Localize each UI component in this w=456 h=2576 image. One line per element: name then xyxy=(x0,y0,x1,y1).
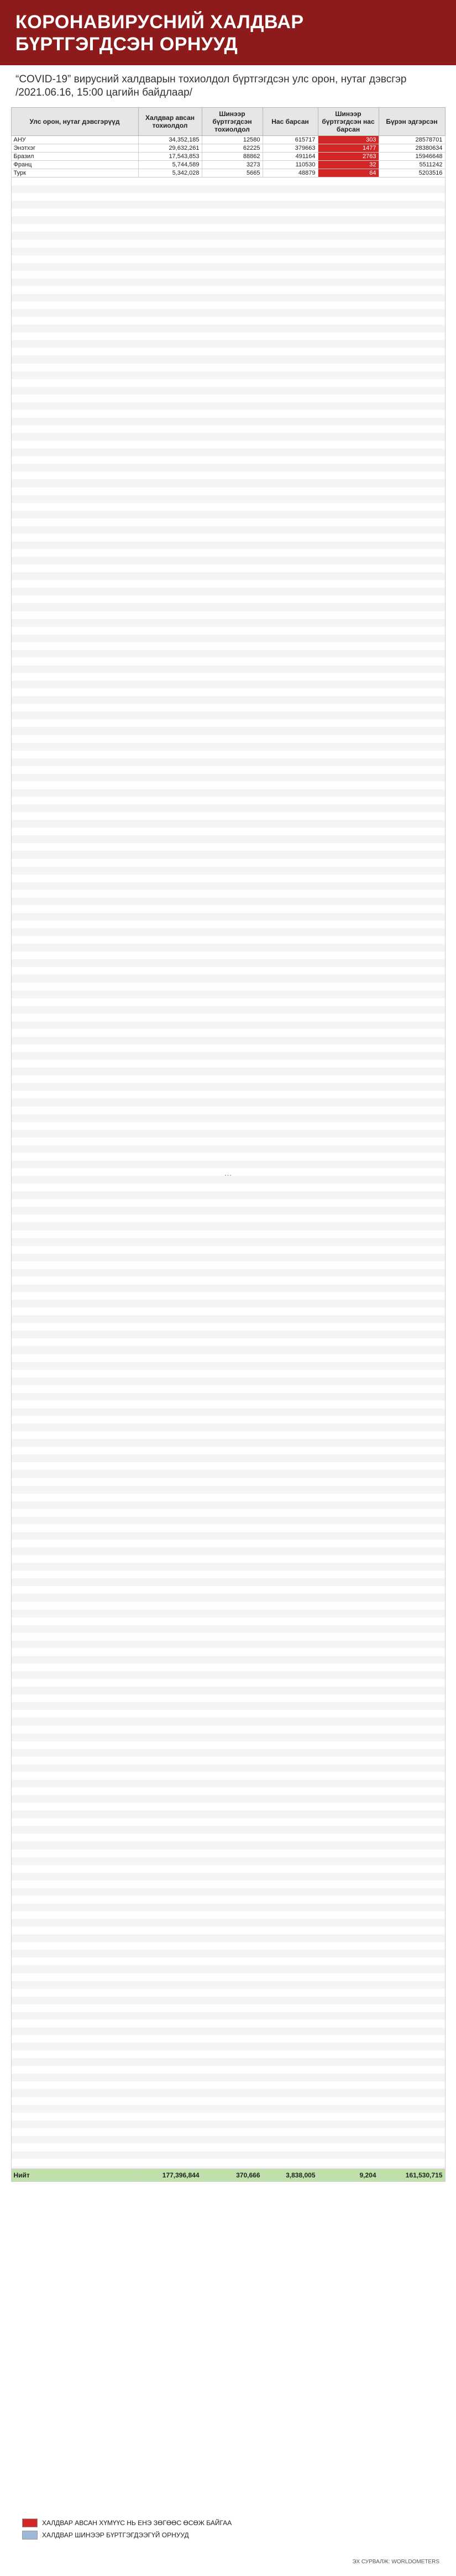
cases-value: 5,342,028 xyxy=(138,169,202,177)
deaths-value: 48879 xyxy=(263,169,318,177)
legend-swatch-red xyxy=(22,2519,38,2527)
deaths-value: 379663 xyxy=(263,144,318,153)
recovered-value: 28578701 xyxy=(379,136,445,144)
legend-item-red xyxy=(22,2519,232,2527)
page-subtitle: “COVID-19” вирусний халдварын тохиолдол бүртгэгдсэн улс орон, нутаг дэвсгэр /2021.06.16, 15:00 цагийн байдлаар/ xyxy=(15,74,407,98)
new-deaths-value: 303 xyxy=(318,136,379,144)
legend xyxy=(22,2515,232,2543)
country-name: Энэтхэг xyxy=(11,144,138,153)
page-title: КОРОНАВИРУСНИЙ ХАЛДВАР БҮРТГЭГДСЭН ОРНУУД xyxy=(15,12,304,55)
total-label: Нийт xyxy=(11,2169,138,2182)
column-header-cases: Халдвар авсан тохиолдол xyxy=(138,108,202,136)
legend-item-blue xyxy=(22,2531,232,2540)
new-cases-value: 88862 xyxy=(202,153,263,161)
table-row xyxy=(11,169,445,177)
cases-value: 29,632,261 xyxy=(138,144,202,153)
new-deaths-value: 32 xyxy=(318,161,379,169)
column-header-new-cases: Шинээр бүртгэгдсэн тохиолдол xyxy=(202,108,263,136)
deaths-value: 491164 xyxy=(263,153,318,161)
legend-label-blue: ХАЛДВАР ШИНЭЭР БҮРТГЭГДЭЭГҮЙ ОРНУУД xyxy=(42,2531,189,2539)
table-row xyxy=(11,144,445,153)
table-row xyxy=(11,136,445,144)
legend-label-red: ХАЛДВАР АВСАН ХҮМҮҮС НЬ ЕНЭ ЗӨГӨӨС ӨСӨЖ БАЙГАА xyxy=(42,2519,232,2527)
recovered-value: 5203516 xyxy=(379,169,445,177)
country-name: Турк xyxy=(11,169,138,177)
new-deaths-value: 2763 xyxy=(318,153,379,161)
column-header-country: Улс орон, нутаг дэвсгэрүүд xyxy=(11,108,138,136)
total-deaths: 3,838,005 xyxy=(263,2169,318,2182)
elided-rows-marker: … xyxy=(11,177,445,2169)
country-name: АНУ xyxy=(11,136,138,144)
cases-value: 17,543,853 xyxy=(138,153,202,161)
cases-value: 34,352,185 xyxy=(138,136,202,144)
new-deaths-value: 1477 xyxy=(318,144,379,153)
country-name: Франц xyxy=(11,161,138,169)
total-recovered: 161,530,715 xyxy=(379,2169,445,2182)
column-header-new-deaths: Шинээр бүртгэгдсэн нас барсан xyxy=(318,108,379,136)
new-cases-value: 5665 xyxy=(202,169,263,177)
country-name: Бразил xyxy=(11,153,138,161)
table-header-row xyxy=(11,108,445,136)
column-header-deaths: Нас барсан xyxy=(263,108,318,136)
total-cases: 177,396,844 xyxy=(138,2169,202,2182)
total-row xyxy=(11,2169,445,2182)
column-header-recovered: Бүрэн эдгэрсэн xyxy=(379,108,445,136)
elided-rows xyxy=(11,177,445,2169)
total-new-cases: 370,666 xyxy=(202,2169,263,2182)
new-cases-value: 62225 xyxy=(202,144,263,153)
table-row xyxy=(11,153,445,161)
source-note: ЭХ СУРВАЛЖ: WORLDOMETERS xyxy=(352,2559,439,2565)
recovered-value: 28380634 xyxy=(379,144,445,153)
table-row xyxy=(11,161,445,169)
cases-table xyxy=(11,107,445,2182)
legend-swatch-blue xyxy=(22,2531,38,2540)
title-banner xyxy=(0,0,456,65)
deaths-value: 110530 xyxy=(263,161,318,169)
recovered-value: 15946648 xyxy=(379,153,445,161)
new-cases-value: 3273 xyxy=(202,161,263,169)
new-cases-value: 12580 xyxy=(202,136,263,144)
total-new-deaths: 9,204 xyxy=(318,2169,379,2182)
cases-value: 5,744,589 xyxy=(138,161,202,169)
deaths-value: 615717 xyxy=(263,136,318,144)
new-deaths-value: 64 xyxy=(318,169,379,177)
recovered-value: 5511242 xyxy=(379,161,445,169)
